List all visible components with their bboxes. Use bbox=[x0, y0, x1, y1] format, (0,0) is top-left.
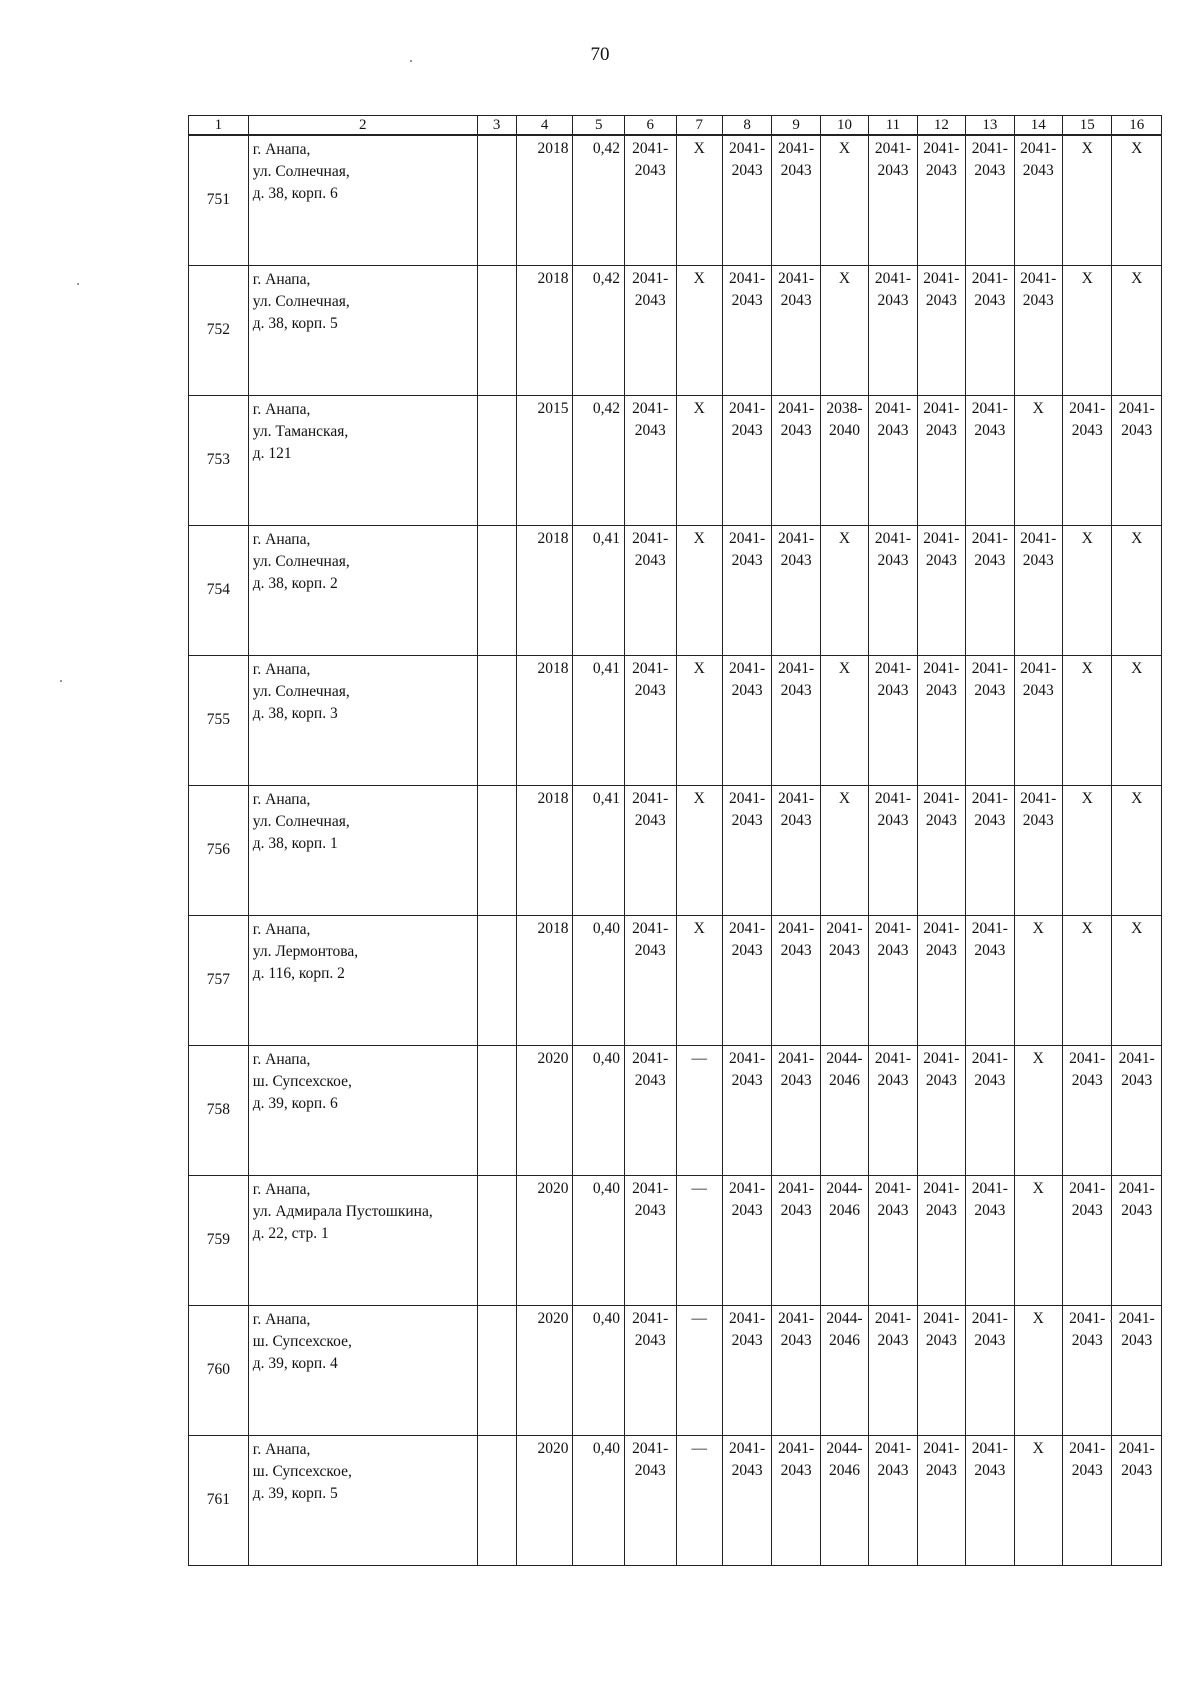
header-cell: 14 bbox=[1014, 116, 1062, 136]
cell-col-11: 2041- 2043 bbox=[869, 395, 917, 525]
row-number: 753 bbox=[189, 395, 249, 525]
cell-col-16: 2041- 2043 bbox=[1112, 1175, 1162, 1305]
cell-col-15: 2041- 2043 bbox=[1062, 1435, 1111, 1565]
address-line: ул. Солнечная, bbox=[252, 552, 350, 570]
address-line: д. 38, корп. 1 bbox=[252, 834, 338, 852]
cell-col-6: 2041- 2043 bbox=[624, 135, 676, 265]
cell-col-10: 2044- 2046 bbox=[820, 1435, 868, 1565]
row-number: 751 bbox=[189, 135, 249, 265]
cell-col-9: 2041- 2043 bbox=[772, 395, 820, 525]
address-line: г. Анапа, bbox=[252, 1310, 311, 1328]
cell-col-13: 2041- 2043 bbox=[966, 1435, 1014, 1565]
cell-col-3 bbox=[477, 395, 516, 525]
address-line: г. Анапа, bbox=[252, 1180, 311, 1198]
cell-col-12: 2041- 2043 bbox=[917, 655, 965, 785]
cell-col-12: 2041- 2043 bbox=[917, 1045, 965, 1175]
address-cell bbox=[248, 1175, 477, 1305]
cell-col-10: Х bbox=[820, 525, 868, 655]
cell-col-5: 0,40 bbox=[573, 915, 625, 1045]
header-row bbox=[189, 116, 1162, 136]
cell-col-8: 2041- 2043 bbox=[722, 525, 771, 655]
cell-col-5: 0,42 bbox=[573, 135, 625, 265]
header-cell: 9 bbox=[772, 116, 820, 136]
address-cell bbox=[248, 655, 477, 785]
cell-col-12: 2041- 2043 bbox=[917, 1175, 965, 1305]
address-cell bbox=[248, 265, 477, 395]
cell-col-10: 2044- 2046 bbox=[820, 1045, 868, 1175]
cell-col-16: 2041- 2043 bbox=[1112, 395, 1162, 525]
cell-col-14: Х bbox=[1014, 395, 1062, 525]
cell-col-14: Х bbox=[1014, 1175, 1062, 1305]
cell-col-13: 2041- 2043 bbox=[966, 785, 1014, 915]
cell-col-14: 2041- 2043 bbox=[1014, 785, 1062, 915]
table-row bbox=[189, 1175, 1162, 1305]
cell-col-7: — bbox=[676, 1175, 722, 1305]
address-line: г. Анапа, bbox=[252, 141, 311, 158]
cell-col-10: 2041- 2043 bbox=[820, 915, 868, 1045]
cell-col-14: Х bbox=[1014, 1045, 1062, 1175]
table-row bbox=[189, 785, 1162, 915]
cell-col-15: Х bbox=[1062, 135, 1111, 265]
cell-col-5: 0,40 bbox=[573, 1175, 625, 1305]
cell-col-7: Х bbox=[676, 525, 722, 655]
address-line: ш. Супсехское, bbox=[252, 1462, 352, 1480]
cell-col-12: 2041- 2043 bbox=[917, 1305, 965, 1435]
cell-col-5: 0,40 bbox=[573, 1305, 625, 1435]
scan-speck bbox=[60, 680, 62, 682]
cell-col-4: 2018 bbox=[516, 525, 573, 655]
cell-col-13: 2041- 2043 bbox=[966, 135, 1014, 265]
table-row bbox=[189, 265, 1162, 395]
row-number: 759 bbox=[189, 1175, 249, 1305]
address-line: ш. Супсехское, bbox=[252, 1332, 352, 1350]
cell-col-3 bbox=[477, 1175, 516, 1305]
address-line: г. Анапа, bbox=[252, 400, 311, 418]
address-line: г. Анапа, bbox=[252, 660, 311, 678]
cell-col-4: 2018 bbox=[516, 785, 573, 915]
cell-col-11: 2041- 2043 bbox=[869, 655, 917, 785]
address-cell bbox=[248, 135, 477, 265]
cell-col-7: Х bbox=[676, 785, 722, 915]
cell-col-5: 0,41 bbox=[573, 785, 625, 915]
page-number: 70 bbox=[590, 44, 610, 65]
table-row bbox=[189, 1435, 1162, 1565]
cell-col-4: 2018 bbox=[516, 655, 573, 785]
address-line: ул. Адмирала Пустошкина, bbox=[252, 1202, 433, 1220]
row-number: 760 bbox=[189, 1305, 249, 1435]
cell-col-13: 2041- 2043 bbox=[966, 1305, 1014, 1435]
cell-col-4: 2020 bbox=[516, 1305, 573, 1435]
cell-col-3 bbox=[477, 915, 516, 1045]
cell-col-15: Х bbox=[1062, 915, 1111, 1045]
address-line: д. 116, корп. 2 bbox=[252, 964, 345, 982]
row-number: 755 bbox=[189, 655, 249, 785]
cell-col-4: 2018 bbox=[516, 915, 573, 1045]
address-line: д. 39, корп. 5 bbox=[252, 1484, 338, 1502]
cell-col-16: 2041- 2043 bbox=[1112, 1045, 1162, 1175]
address-line: г. Анапа, bbox=[252, 920, 311, 938]
table-row bbox=[189, 135, 1162, 265]
address-line: г. Анапа, bbox=[252, 530, 311, 548]
cell-col-9: 2041- 2043 bbox=[772, 1305, 820, 1435]
cell-col-13: 2041- 2043 bbox=[966, 1045, 1014, 1175]
cell-col-6: 2041- 2043 bbox=[624, 1175, 676, 1305]
cell-col-5: 0,40 bbox=[573, 1045, 625, 1175]
address-cell bbox=[248, 785, 477, 915]
cell-col-11: 2041- 2043 bbox=[869, 1435, 917, 1565]
cell-col-12: 2041- 2043 bbox=[917, 785, 965, 915]
table-row bbox=[189, 395, 1162, 525]
cell-col-15: 2041- 2043 bbox=[1062, 1175, 1111, 1305]
address-cell bbox=[248, 915, 477, 1045]
address-line: д. 38, корп. 5 bbox=[252, 314, 338, 332]
cell-col-11: 2041- 2043 bbox=[869, 135, 917, 265]
address-line: ш. Супсехское, bbox=[252, 1072, 352, 1090]
row-number: 758 bbox=[189, 1045, 249, 1175]
cell-col-3 bbox=[477, 1305, 516, 1435]
cell-col-10: 2038- 2040 bbox=[820, 395, 868, 525]
header-cell: 12 bbox=[917, 116, 965, 136]
cell-col-6: 2041- 2043 bbox=[624, 1045, 676, 1175]
address-line: д. 22, стр. 1 bbox=[252, 1224, 329, 1242]
cell-col-10: Х bbox=[820, 135, 868, 265]
cell-col-6: 2041- 2043 bbox=[624, 785, 676, 915]
address-line: ул. Лермонтова, bbox=[252, 942, 359, 960]
cell-col-7: — bbox=[676, 1305, 722, 1435]
cell-col-7: Х bbox=[676, 135, 722, 265]
cell-col-8: 2041- 2043 bbox=[722, 1045, 771, 1175]
header-cell: 13 bbox=[966, 116, 1014, 136]
cell-col-9: 2041- 2043 bbox=[772, 1045, 820, 1175]
cell-col-11: 2041- 2043 bbox=[869, 265, 917, 395]
address-line: д. 38, корп. 3 bbox=[252, 704, 338, 722]
cell-col-15: 2041- 2043 bbox=[1062, 1045, 1111, 1175]
cell-col-4: 2020 bbox=[516, 1435, 573, 1565]
address-line: г. Анапа, bbox=[252, 790, 311, 808]
cell-col-8: 2041- 2043 bbox=[722, 915, 771, 1045]
table-row bbox=[189, 655, 1162, 785]
cell-col-14: 2041- 2043 bbox=[1014, 135, 1062, 265]
header-cell: 16 bbox=[1112, 116, 1162, 136]
cell-col-14: Х bbox=[1014, 1305, 1062, 1435]
cell-col-11: 2041- 2043 bbox=[869, 1305, 917, 1435]
cell-col-13: 2041- 2043 bbox=[966, 915, 1014, 1045]
cell-col-16: Х bbox=[1112, 915, 1162, 1045]
cell-col-3 bbox=[477, 655, 516, 785]
header-cell: 8 bbox=[722, 116, 771, 136]
address-line: д. 38, корп. 6 bbox=[252, 185, 338, 202]
cell-col-13: 2041- 2043 bbox=[966, 265, 1014, 395]
cell-col-15: Х bbox=[1062, 785, 1111, 915]
cell-col-14: Х bbox=[1014, 1435, 1062, 1565]
cell-col-6: 2041- 2043 bbox=[624, 395, 676, 525]
cell-col-15: Х bbox=[1062, 265, 1111, 395]
table-body bbox=[189, 135, 1162, 1565]
cell-col-10: 2044- 2046 bbox=[820, 1175, 868, 1305]
address-line: д. 39, корп. 4 bbox=[252, 1354, 338, 1372]
address-line: ул. Таманская, bbox=[252, 422, 349, 440]
address-line: ул. Солнечная, bbox=[252, 682, 350, 700]
cell-col-8: 2041- 2043 bbox=[722, 1435, 771, 1565]
cell-col-12: 2041- 2043 bbox=[917, 265, 965, 395]
table-row bbox=[189, 915, 1162, 1045]
cell-col-12: 2041- 2043 bbox=[917, 525, 965, 655]
cell-col-5: 0,42 bbox=[573, 395, 625, 525]
header-cell: 5 bbox=[573, 116, 625, 136]
cell-col-7: — bbox=[676, 1435, 722, 1565]
cell-col-3 bbox=[477, 135, 516, 265]
address-cell bbox=[248, 1045, 477, 1175]
cell-col-8: 2041- 2043 bbox=[722, 135, 771, 265]
cell-col-16: 2041- 2043 bbox=[1112, 1305, 1162, 1435]
cell-col-9: 2041- 2043 bbox=[772, 525, 820, 655]
cell-col-7: Х bbox=[676, 265, 722, 395]
cell-col-3 bbox=[477, 1045, 516, 1175]
address-cell bbox=[248, 395, 477, 525]
address-line: д. 121 bbox=[252, 444, 292, 462]
cell-col-4: 2020 bbox=[516, 1175, 573, 1305]
cell-col-3 bbox=[477, 265, 516, 395]
cell-col-10: Х bbox=[820, 655, 868, 785]
cell-col-9: 2041- 2043 bbox=[772, 655, 820, 785]
cell-col-9: 2041- 2043 bbox=[772, 135, 820, 265]
cell-col-12: 2041- 2043 bbox=[917, 1435, 965, 1565]
cell-col-3 bbox=[477, 785, 516, 915]
cell-col-8: 2041- 2043 bbox=[722, 1305, 771, 1435]
cell-col-16: 2041- 2043 bbox=[1112, 1435, 1162, 1565]
cell-col-12: 2041- 2043 bbox=[917, 135, 965, 265]
cell-col-9: 2041- 2043 bbox=[772, 1175, 820, 1305]
cell-col-15: Х bbox=[1062, 655, 1111, 785]
address-line: ул. Солнечная, bbox=[252, 163, 350, 180]
cell-col-16: Х bbox=[1112, 655, 1162, 785]
cell-col-12: 2041- 2043 bbox=[917, 395, 965, 525]
cell-col-13: 2041- 2043 bbox=[966, 525, 1014, 655]
cell-col-9: 2041- 2043 bbox=[772, 1435, 820, 1565]
cell-col-4: 2020 bbox=[516, 1045, 573, 1175]
cell-col-11: 2041- 2043 bbox=[869, 915, 917, 1045]
cell-col-14: 2041- 2043 bbox=[1014, 525, 1062, 655]
table-row bbox=[189, 1045, 1162, 1175]
cell-col-14: 2041- 2043 bbox=[1014, 265, 1062, 395]
cell-col-6: 2041- 2043 bbox=[624, 525, 676, 655]
cell-col-8: 2041- 2043 bbox=[722, 395, 771, 525]
cell-col-8: 2041- 2043 bbox=[722, 655, 771, 785]
cell-col-11: 2041- 2043 bbox=[869, 1175, 917, 1305]
scan-speck bbox=[410, 60, 412, 62]
row-number: 756 bbox=[189, 785, 249, 915]
cell-col-6: 2041- 2043 bbox=[624, 655, 676, 785]
cell-col-8: 2041- 2043 bbox=[722, 265, 771, 395]
row-number: 757 bbox=[189, 915, 249, 1045]
cell-col-10: 2044- 2046 bbox=[820, 1305, 868, 1435]
scan-speck bbox=[77, 283, 79, 285]
cell-col-5: 0,41 bbox=[573, 525, 625, 655]
cell-col-14: 2041- 2043 bbox=[1014, 655, 1062, 785]
cell-col-15: 2041- 2043 bbox=[1062, 395, 1111, 525]
address-line: д. 38, корп. 2 bbox=[252, 574, 338, 592]
cell-col-4: 2018 bbox=[516, 135, 573, 265]
cell-col-3 bbox=[477, 1435, 516, 1565]
cell-col-9: 2041- 2043 bbox=[772, 915, 820, 1045]
address-cell bbox=[248, 1435, 477, 1565]
cell-col-9: 2041- 2043 bbox=[772, 785, 820, 915]
cell-col-11: 2041- 2043 bbox=[869, 525, 917, 655]
header-cell: 2 bbox=[248, 116, 477, 136]
row-number: 752 bbox=[189, 265, 249, 395]
cell-col-9: 2041- 2043 bbox=[772, 265, 820, 395]
cell-col-5: 0,41 bbox=[573, 655, 625, 785]
header-cell: 10 bbox=[820, 116, 868, 136]
cell-col-6: 2041- 2043 bbox=[624, 1305, 676, 1435]
cell-col-13: 2041- 2043 bbox=[966, 1175, 1014, 1305]
cell-col-6: 2041- 2043 bbox=[624, 265, 676, 395]
cell-col-11: 2041- 2043 bbox=[869, 785, 917, 915]
cell-col-7: Х bbox=[676, 655, 722, 785]
address-line: г. Анапа, bbox=[252, 1050, 311, 1068]
cell-col-14: Х bbox=[1014, 915, 1062, 1045]
address-line: г. Анапа, bbox=[252, 270, 311, 288]
header-cell: 11 bbox=[869, 116, 917, 136]
cell-col-8: 2041- 2043 bbox=[722, 785, 771, 915]
cell-col-13: 2041- 2043 bbox=[966, 655, 1014, 785]
cell-col-6: 2041- 2043 bbox=[624, 1435, 676, 1565]
cell-col-12: 2041- 2043 bbox=[917, 915, 965, 1045]
cell-col-10: Х bbox=[820, 785, 868, 915]
cell-col-10: Х bbox=[820, 265, 868, 395]
cell-col-4: 2015 bbox=[516, 395, 573, 525]
address-cell bbox=[248, 1305, 477, 1435]
cell-col-5: 0,40 bbox=[573, 1435, 625, 1565]
cell-col-3 bbox=[477, 525, 516, 655]
header-cell: 6 bbox=[624, 116, 676, 136]
cell-col-7: — bbox=[676, 1045, 722, 1175]
header-cell: 3 bbox=[477, 116, 516, 136]
address-line: ул. Солнечная, bbox=[252, 812, 350, 830]
cell-col-16: Х bbox=[1112, 785, 1162, 915]
row-number: 761 bbox=[189, 1435, 249, 1565]
cell-col-11: 2041- 2043 bbox=[869, 1045, 917, 1175]
address-line: г. Анапа, bbox=[252, 1440, 311, 1458]
cell-col-5: 0,42 bbox=[573, 265, 625, 395]
cell-col-8: 2041- 2043 bbox=[722, 1175, 771, 1305]
cell-col-15: Х bbox=[1062, 525, 1111, 655]
scan-speck bbox=[1110, 1320, 1112, 1322]
cell-col-13: 2041- 2043 bbox=[966, 395, 1014, 525]
cell-col-16: Х bbox=[1112, 265, 1162, 395]
cell-col-15: 2041- 2043 bbox=[1062, 1305, 1111, 1435]
row-number: 754 bbox=[189, 525, 249, 655]
cell-col-16: Х bbox=[1112, 135, 1162, 265]
data-table bbox=[188, 115, 1162, 1566]
header-cell: 15 bbox=[1062, 116, 1111, 136]
header-cell: 1 bbox=[189, 116, 249, 136]
table-row bbox=[189, 525, 1162, 655]
table-row bbox=[189, 1305, 1162, 1435]
cell-col-4: 2018 bbox=[516, 265, 573, 395]
address-line: ул. Солнечная, bbox=[252, 292, 350, 310]
cell-col-7: Х bbox=[676, 395, 722, 525]
address-line: д. 39, корп. 6 bbox=[252, 1094, 338, 1112]
cell-col-16: Х bbox=[1112, 525, 1162, 655]
address-cell bbox=[248, 525, 477, 655]
cell-col-7: Х bbox=[676, 915, 722, 1045]
cell-col-6: 2041- 2043 bbox=[624, 915, 676, 1045]
header-cell: 7 bbox=[676, 116, 722, 136]
header-cell: 4 bbox=[516, 116, 573, 136]
